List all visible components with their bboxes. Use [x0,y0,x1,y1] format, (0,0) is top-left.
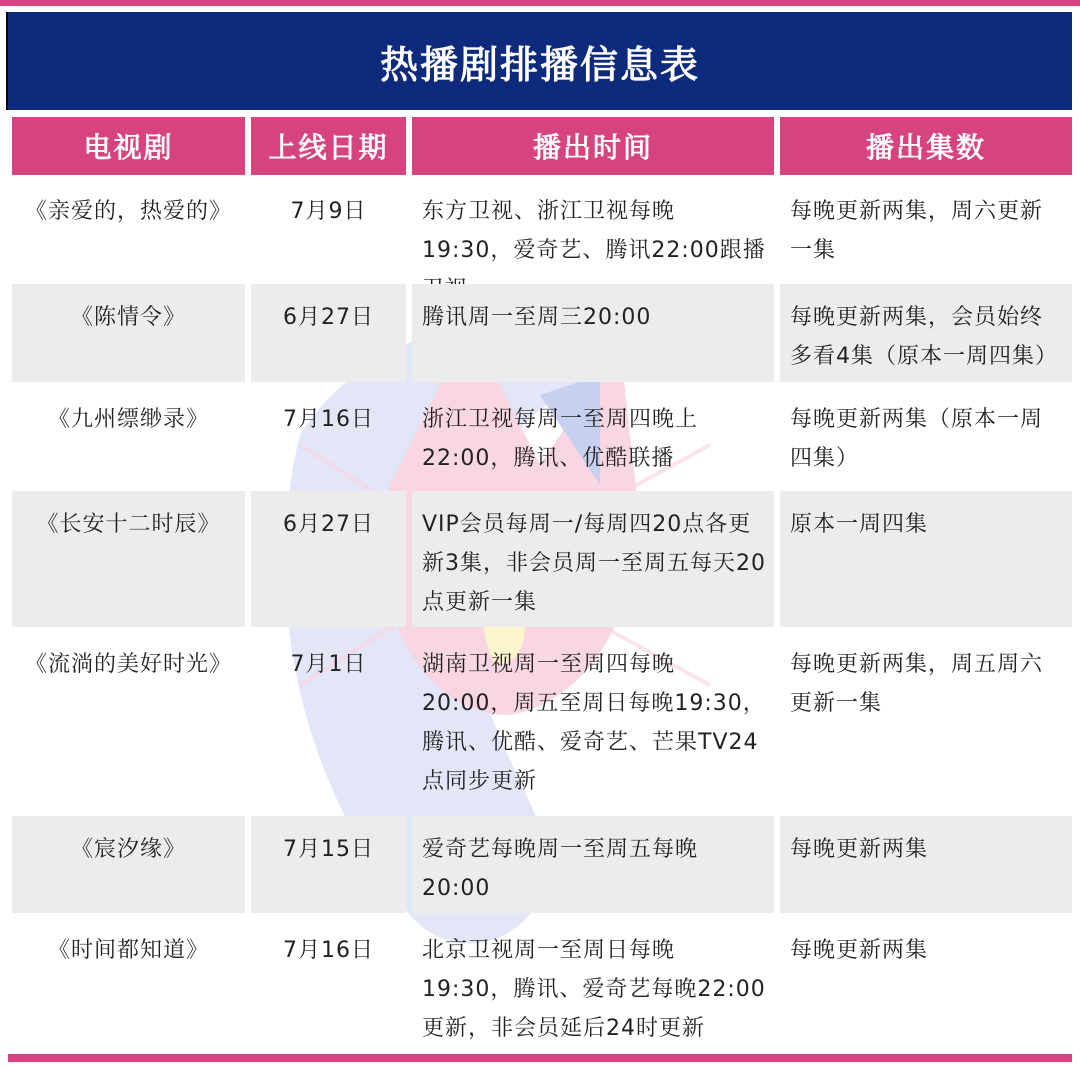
episode-info: 每晚更新两集，周六更新一集 [790,199,1044,263]
drama-name: 《陈情令》 [12,284,245,382]
header-date: 上线日期 [251,117,406,175]
drama-name: 《流淌的美好时光》 [24,652,232,677]
top-accent-stripe [0,0,1080,6]
episode-info: 每晚更新两集，会员始终多看4集（原本一周四集） [780,284,1072,382]
air-time: 湖南卫视周一至周四每晚20:00，周五至周日每晚19:30，腾讯、优酷、爱奇艺、芒果TV24点同步更新 [422,652,766,794]
premiere-date: 7月1日 [290,652,367,677]
episode-info: 每晚更新两集，周五周六更新一集 [790,652,1044,716]
drama-name: 《宸汐缘》 [12,816,245,913]
drama-name: 《亲爱的，热爱的》 [24,199,232,224]
air-time: 东方卫视、浙江卫视每晚19:30，爱奇艺、腾讯22:00跟播 [422,199,766,263]
bottom-accent-bar [8,1054,1072,1062]
air-time: 北京卫视周一至周日每晚19:30，腾讯、爱奇艺每晚22:00更新，非会员延后24时更新 [422,938,766,1041]
premiere-date: 7月9日 [290,199,367,224]
air-time: 腾讯周一至周三20:00 [412,284,774,382]
episode-info: 每晚更新两集 [780,816,1072,913]
episode-info: 每晚更新两集（原本一周四集） [790,407,1044,471]
episode-info: 原本一周四集 [780,491,1072,627]
premiere-date: 6月27日 [251,284,406,382]
drama-name: 《长安十二时辰》 [12,491,245,627]
drama-name: 《九州缥缈录》 [47,407,209,432]
premiere-date: 7月15日 [251,816,406,913]
drama-name: 《时间都知道》 [47,938,209,963]
header-episodes: 播出集数 [780,117,1072,175]
premiere-date: 7月16日 [283,938,374,963]
episode-info: 每晚更新两集 [790,938,929,963]
header-time: 播出时间 [412,117,774,175]
air-time: 爱奇艺每晚周一至周五每晚20:00 [412,816,774,913]
premiere-date: 6月27日 [251,491,406,627]
air-time: VIP会员每周一/每周四20点各更新3集，非会员周一至周五每天20点更新一集 [412,491,774,627]
header-drama: 电视剧 [12,117,245,175]
page-title: 热播剧排播信息表 [8,12,1072,110]
premiere-date: 7月16日 [283,407,374,432]
air-time: 浙江卫视每周一至周四晚上22:00，腾讯、优酷联播 [422,407,699,471]
